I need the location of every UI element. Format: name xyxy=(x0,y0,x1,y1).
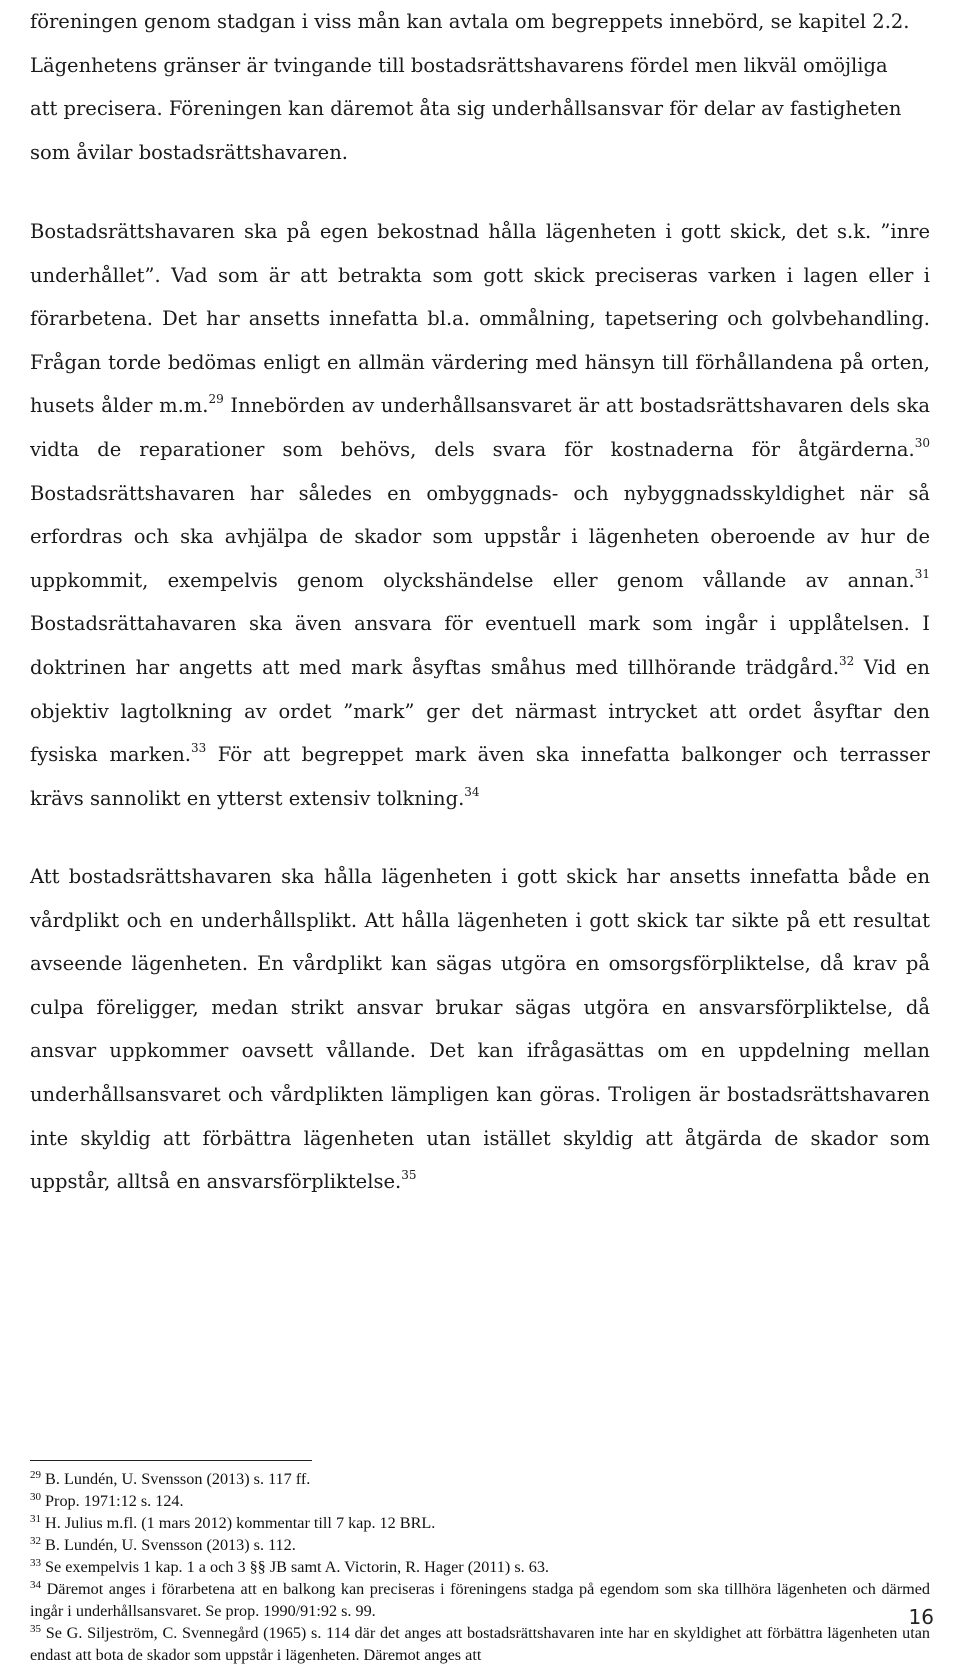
paragraph-text: Bostadsrättshavaren ska på egen bekostnad hålla lägenheten i gott skick, det s.k. ”inre underhållet”. Vad som är att betrakta som gott skick preciseras varken i lagen eller i förarbetena. Det har ansetts innefatta bl.a. ommålning, tapetsering och golvbehandling. Frågan torde bedömas enligt en allmän värdering med hänsyn till förhållandena på orten, husets ålder m.m. xyxy=(30,220,930,418)
footnote-text: B. Lundén, U. Svensson (2013) s. 117 ff. xyxy=(45,1470,311,1488)
footnote-number: 30 xyxy=(30,1491,41,1503)
footnote-text: B. Lundén, U. Svensson (2013) s. 112. xyxy=(45,1536,296,1554)
footnote-number: 33 xyxy=(30,1557,41,1569)
footnote-30 xyxy=(30,1490,930,1512)
paragraph-line: Lägenhetens gränser är tvingande till bostadsrättshavarens fördel men likväl omöjliga xyxy=(30,53,888,77)
footnote-text: Däremot anges i förarbetena att en balkong kan preciseras i föreningens stadga på egendom som ska tillhöra lägenheten och därmed ingår i underhållsansvaret. Se prop. 1990/91:92 s. 99. xyxy=(30,1580,930,1620)
footnote-number: 31 xyxy=(30,1513,41,1525)
footnote-number: 29 xyxy=(30,1469,41,1481)
paragraph-text: Bostadsrättahavaren ska även ansvara för eventuell mark som ingår i upplåtelsen. I doktrinen har angetts att med mark åsyftas småhus med tillhörande trädgård. xyxy=(30,612,930,679)
footnote-ref-31[interactable]: 31 xyxy=(914,566,930,581)
footnote-35 xyxy=(30,1622,930,1666)
paragraph-text: Innebörden av underhållsansvaret är att bostadsrättshavaren dels ska vidta de reparationer som behövs, dels svara för kostnaderna för åtgärderna. xyxy=(30,394,931,461)
paragraph-line: föreningen genom stadgan i viss mån kan avtala om begreppets innebörd, se kapitel 2.2. xyxy=(30,10,910,33)
footnote-29 xyxy=(30,1468,930,1490)
paragraph-line: att precisera. Föreningen kan däremot åta sig underhållsansvar för delar av fastigheten xyxy=(30,97,902,121)
footnote-33 xyxy=(30,1556,930,1578)
footnote-32 xyxy=(30,1534,930,1556)
footnote-text: Se G. Siljeström, C. Svennegård (1965) s. 114 där det anges att bostadsrättshavaren inte har en skyldighet att förbättra lägenheten utan endast att bota de skador som uppstår i lägenheten. Däremot anges att xyxy=(30,1624,931,1664)
paragraph-text: Att bostadsrättshavaren ska hålla lägenheten i gott skick har ansetts innefatta både en vårdplikt och en underhållsplikt. Att hålla lägenheten i gott skick tar sikte på ett resultat avseende lägenheten. En vårdplikt kan sägas utgöra en omsorgsförpliktelse, då krav på culpa föreligger, medan strikt ansvar brukar sägas utgöra en ansvarsförpliktelse, då ansvar uppkommer oavsett vållande. Det kan ifrågasättas om en uppdelning mellan underhållsansvaret och vårdplikten lämpligen kan göras. Troligen är bostadsrättshavaren inte skyldig att förbättra lägenheten utan istället skyldig att åtgärda de skador som uppstår, alltså en ansvarsförpliktelse. xyxy=(30,865,930,1194)
footnote-number: 32 xyxy=(30,1535,41,1547)
footnote-34 xyxy=(30,1578,930,1622)
paragraph-text: Bostadsrättshavaren har således en ombyggnads- och nybyggnadsskyldighet när så erfordras och ska avhjälpa de skador som uppstår i lägenheten oberoende av hur de uppkommit, exempelvis genom olyckshändelse eller genom vållande av annan. xyxy=(30,481,930,592)
paragraph-duty-of-care xyxy=(30,855,930,1204)
paragraph-text: Vid en objektiv lagtolkning av ordet ”mark” ger det närmast intrycket att ordet åsyftar den fysiska marken. xyxy=(30,655,930,767)
paragraph-maintenance xyxy=(30,210,930,820)
footnote-text: Prop. 1971:12 s. 124. xyxy=(45,1492,184,1510)
footnote-31 xyxy=(30,1512,930,1534)
footnote-ref-32[interactable]: 32 xyxy=(839,653,855,668)
footnote-ref-35[interactable]: 35 xyxy=(401,1168,417,1183)
footnote-ref-29[interactable]: 29 xyxy=(208,392,224,407)
footnote-number: 35 xyxy=(30,1623,41,1635)
footnote-ref-33[interactable]: 33 xyxy=(191,741,207,756)
page-number: 16 xyxy=(908,1605,934,1629)
footnotes xyxy=(30,1468,930,1666)
footnote-ref-34[interactable]: 34 xyxy=(464,784,480,799)
footnote-number: 34 xyxy=(30,1579,41,1591)
paragraph-line: som åvilar bostadsrättshavaren. xyxy=(30,140,348,164)
footnote-text: H. Julius m.fl. (1 mars 2012) kommentar till 7 kap. 12 BRL. xyxy=(45,1514,436,1532)
footnote-text: Se exempelvis 1 kap. 1 a och 3 §§ JB samt A. Victorin, R. Hager (2011) s. 63. xyxy=(45,1558,549,1576)
paragraph-text: För att begreppet mark även ska innefatta balkonger och terrasser krävs sannolikt en ytterst extensiv tolkning. xyxy=(30,743,930,810)
footnote-ref-30[interactable]: 30 xyxy=(914,435,930,450)
footnote-separator xyxy=(30,1460,312,1461)
paragraph-continued xyxy=(30,0,930,174)
